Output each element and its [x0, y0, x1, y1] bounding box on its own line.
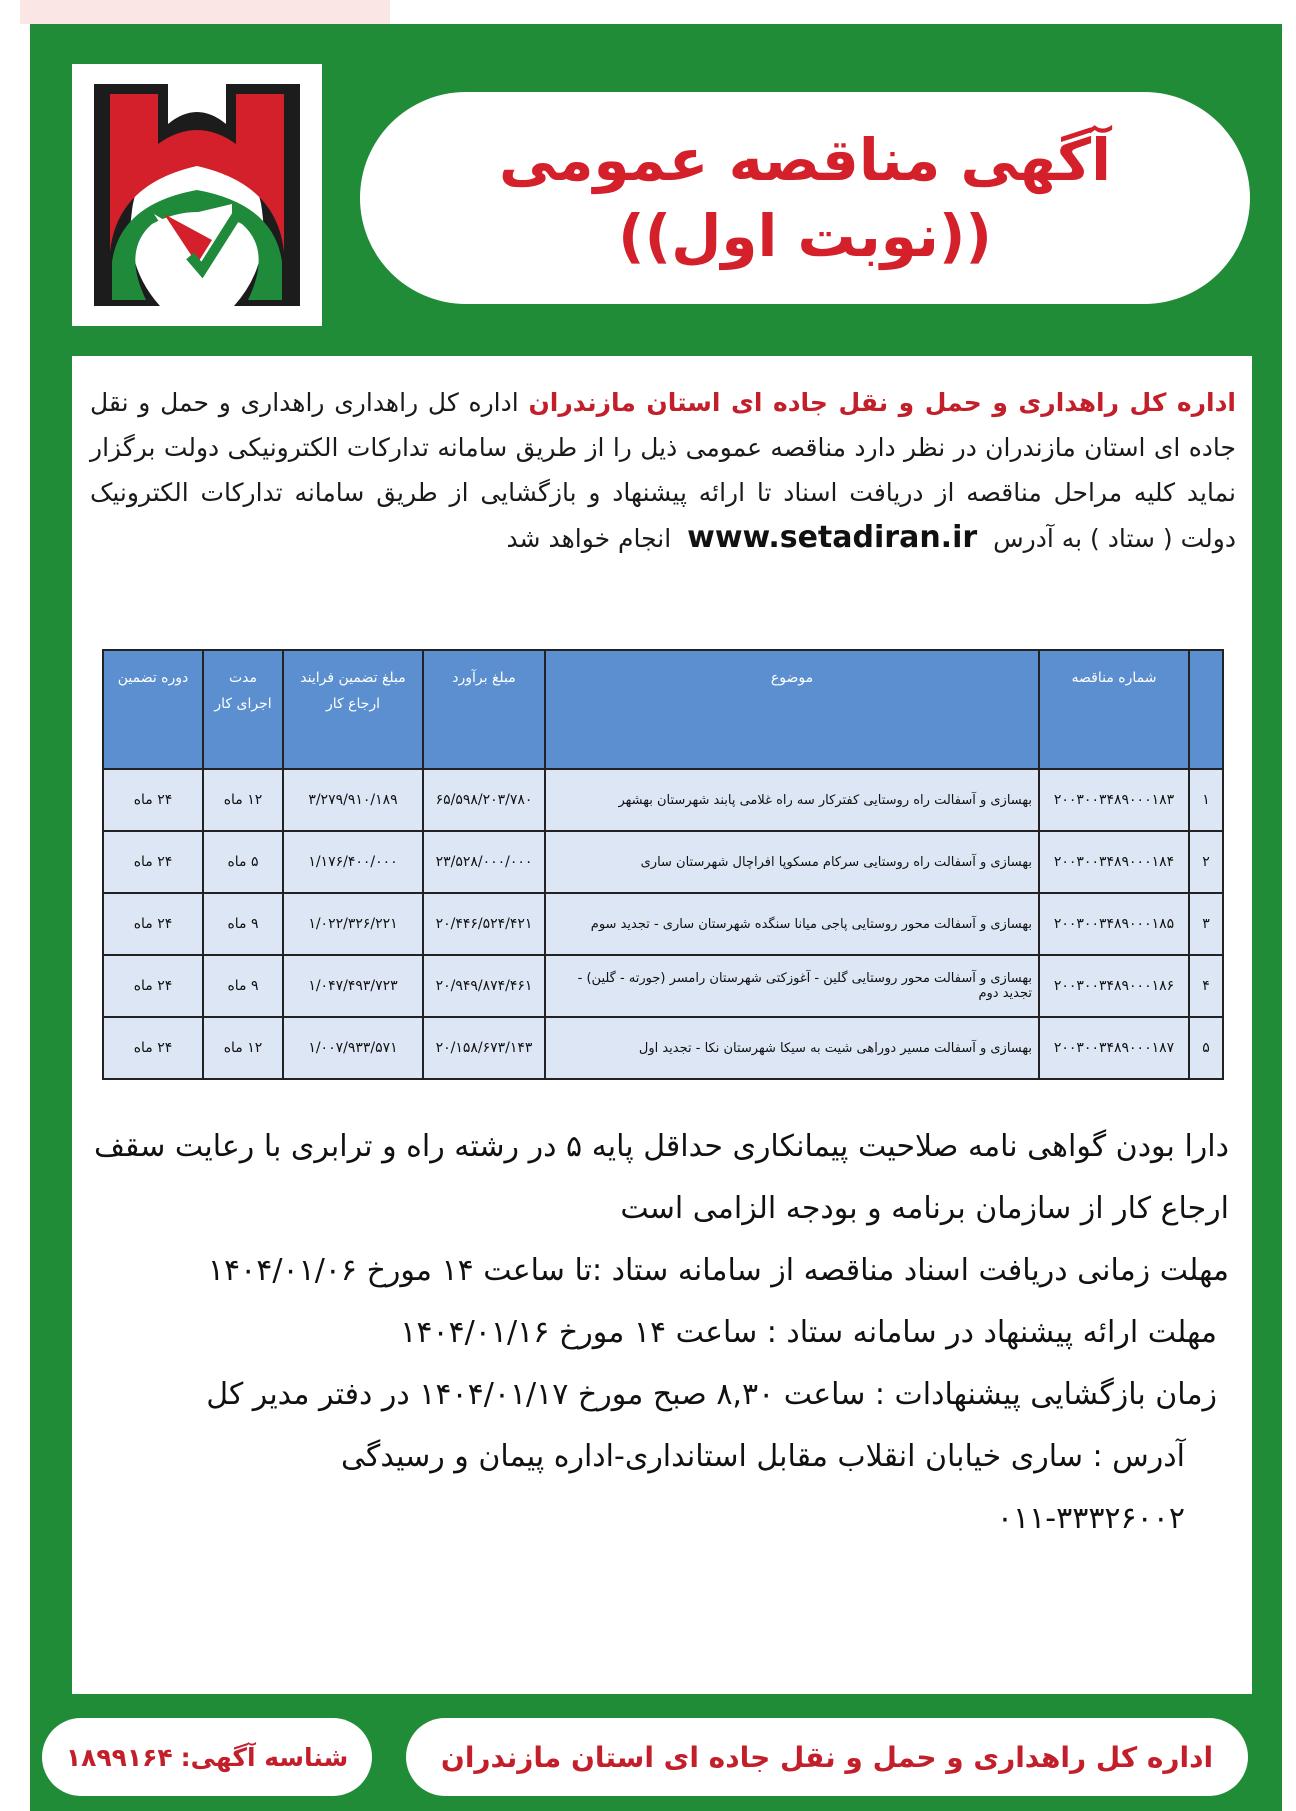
tender-subject: بهسازی و آسفالت محور روستایی پاجی میانا سنگده شهرستان ساری - تجدید سوم	[545, 893, 1039, 955]
tender-guarantee: ۱/۰۲۲/۳۲۶/۲۲۱	[283, 893, 423, 955]
tender-duration: ۱۲ ماه	[203, 769, 283, 831]
table-row	[103, 831, 1223, 893]
logo-box	[72, 64, 322, 326]
bid-deadline-text: مهلت ارائه پیشنهاد در سامانه ستاد : ساعت ۱۴ مورخ ۱۴۰۴/۰۱/۱۶	[400, 1315, 1217, 1350]
tender-warranty: ۲۴ ماه	[103, 769, 203, 831]
tender-warranty: ۲۴ ماه	[103, 955, 203, 1017]
header-guarantee-line1: مبلغ تضمین فرایند	[300, 670, 406, 686]
tender-number: ۲۰۰۳۰۰۳۴۸۹۰۰۰۱۸۵	[1039, 893, 1189, 955]
intro-org-name: اداره کل راهداری و حمل و نقل جاده ای استان مازندران	[528, 388, 1236, 417]
tender-number: ۲۰۰۳۰۰۳۴۸۹۰۰۰۱۸۳	[1039, 769, 1189, 831]
tender-guarantee: ۱/۰۰۷/۹۳۳/۵۷۱	[283, 1017, 423, 1079]
row-num: ۴	[1189, 955, 1223, 1017]
tender-warranty: ۲۴ ماه	[103, 1017, 203, 1079]
tender-subject: بهسازی و آسفالت محور روستایی گلین - آغوزکتی شهرستان رامسر (جورته - گلین) - تجدید دوم	[545, 955, 1039, 1017]
tender-estimate: ۲۰/۱۵۸/۶۷۳/۱۴۳	[423, 1017, 545, 1079]
header-duration-line1: مدت	[228, 670, 258, 686]
header-guarantee	[283, 650, 423, 769]
tender-guarantee: ۱/۱۷۶/۴۰۰/۰۰۰	[283, 831, 423, 893]
address-text: آدرس : ساری خیابان انقلاب مقابل استانداری-اداره پیمان و رسیدگی	[341, 1439, 1185, 1474]
opening-time-text: زمان بازگشایی پیشنهادات : ساعت ۸,۳۰ صبح مورخ ۱۴۰۴/۰۱/۱۷ در دفتر مدیر کل	[206, 1377, 1217, 1412]
phone-text: ۰۱۱-۳۳۳۲۶۰۰۲	[996, 1501, 1185, 1536]
intro-text-part2: انجام خواهد شد	[506, 524, 680, 553]
header-warranty: دوره تضمین	[103, 650, 203, 769]
row-num: ۲	[1189, 831, 1223, 893]
header-subject: موضوع	[545, 650, 1039, 769]
tender-subject: بهسازی و آسفالت مسیر دوراهی شیت به سیکا شهرستان نکا - تجدید اول	[545, 1017, 1039, 1079]
tender-guarantee: ۳/۲۷۹/۹۱۰/۱۸۹	[283, 769, 423, 831]
table-row	[103, 1017, 1223, 1079]
intro-text-part1: اداره کل راهداری راهداری و حمل و نقل جاده ای استان مازندران در نظر دارد مناقصه عمومی ذیل را از طریق سامانه تدارکات الکترونیکی دولت برگزار نماید کلیه مراحل مناقصه از دریافت اسناد تا ارائه پیشنهاد و بازگشایی از طریق سامانه تدارکات الکترونیک دولت ( ستاد ) به آدرس	[90, 388, 1236, 553]
footer-org-name: اداره کل راهداری و حمل و نقل جاده ای استان مازندران	[440, 1740, 1214, 1774]
page-title: آگهی مناقصه عمومی	[498, 126, 1112, 194]
tender-guarantee: ۱/۰۴۷/۴۹۳/۷۲۳	[283, 955, 423, 1017]
tender-subject: بهسازی و آسفالت راه روستایی کفترکار سه راه غلامی پابند شهرستان بهشهر	[545, 769, 1039, 831]
content-panel	[72, 356, 1252, 1694]
tender-number: ۲۰۰۳۰۰۳۴۸۹۰۰۰۱۸۶	[1039, 955, 1189, 1017]
header-duration-line2: اجرای کار	[214, 696, 272, 712]
tender-estimate: ۲۰/۴۴۶/۵۲۴/۴۲۱	[423, 893, 545, 955]
ad-id-label: شناسه آگهی:	[180, 1742, 349, 1772]
ad-id-box	[42, 1718, 372, 1796]
row-num: ۵	[1189, 1017, 1223, 1079]
tender-table	[102, 649, 1224, 1080]
tender-number: ۲۰۰۳۰۰۳۴۸۹۰۰۰۱۸۴	[1039, 831, 1189, 893]
footer-org-box	[406, 1718, 1248, 1796]
ad-id-value: ۱۸۹۹۱۶۴	[65, 1742, 173, 1772]
header-row-num	[1189, 650, 1223, 769]
header-tender-number: شماره مناقصه	[1039, 650, 1189, 769]
intro-paragraph	[90, 380, 1236, 561]
tender-duration: ۵ ماه	[203, 831, 283, 893]
conditions-block	[94, 1116, 1229, 1550]
setad-url-link[interactable]: www.setadiran.ir	[687, 520, 978, 555]
table-row	[103, 955, 1223, 1017]
tender-number: ۲۰۰۳۰۰۳۴۸۹۰۰۰۱۸۷	[1039, 1017, 1189, 1079]
doc-deadline-text: مهلت زمانی دریافت اسناد مناقصه از سامانه ستاد :تا ساعت ۱۴ مورخ ۱۴۰۴/۰۱/۰۶	[207, 1253, 1229, 1288]
tender-duration: ۱۲ ماه	[203, 1017, 283, 1079]
page-subtitle: ((نوبت اول))	[618, 202, 992, 270]
header-guarantee-line2: ارجاع کار	[325, 696, 381, 712]
tender-estimate: ۶۵/۵۹۸/۲۰۳/۷۸۰	[423, 769, 545, 831]
qualification-text: دارا بودن گواهی نامه صلاحیت پیمانکاری حداقل پایه ۵ در رشته راه و ترابری با رعایت سقف ارجاع کار از سازمان برنامه و بودجه الزامی است	[94, 1129, 1229, 1226]
tender-estimate: ۲۰/۹۴۹/۸۷۴/۴۶۱	[423, 955, 545, 1017]
tender-estimate: ۲۳/۵۲۸/۰۰۰/۰۰۰	[423, 831, 545, 893]
tender-duration: ۹ ماه	[203, 893, 283, 955]
tender-warranty: ۲۴ ماه	[103, 893, 203, 955]
table-row	[103, 893, 1223, 955]
row-num: ۱	[1189, 769, 1223, 831]
tender-duration: ۹ ماه	[203, 955, 283, 1017]
header-estimate: مبلغ برآورد	[423, 650, 545, 769]
tender-subject: بهسازی و آسفالت راه روستایی سرکام مسکوپا افراچال شهرستان ساری	[545, 831, 1039, 893]
watermark-strip	[20, 0, 390, 24]
table-row	[103, 769, 1223, 831]
road-maintenance-logo-icon	[72, 64, 322, 326]
table-header-row	[103, 650, 1223, 769]
row-num: ۳	[1189, 893, 1223, 955]
header-duration	[203, 650, 283, 769]
title-box	[360, 92, 1250, 304]
tender-warranty: ۲۴ ماه	[103, 831, 203, 893]
